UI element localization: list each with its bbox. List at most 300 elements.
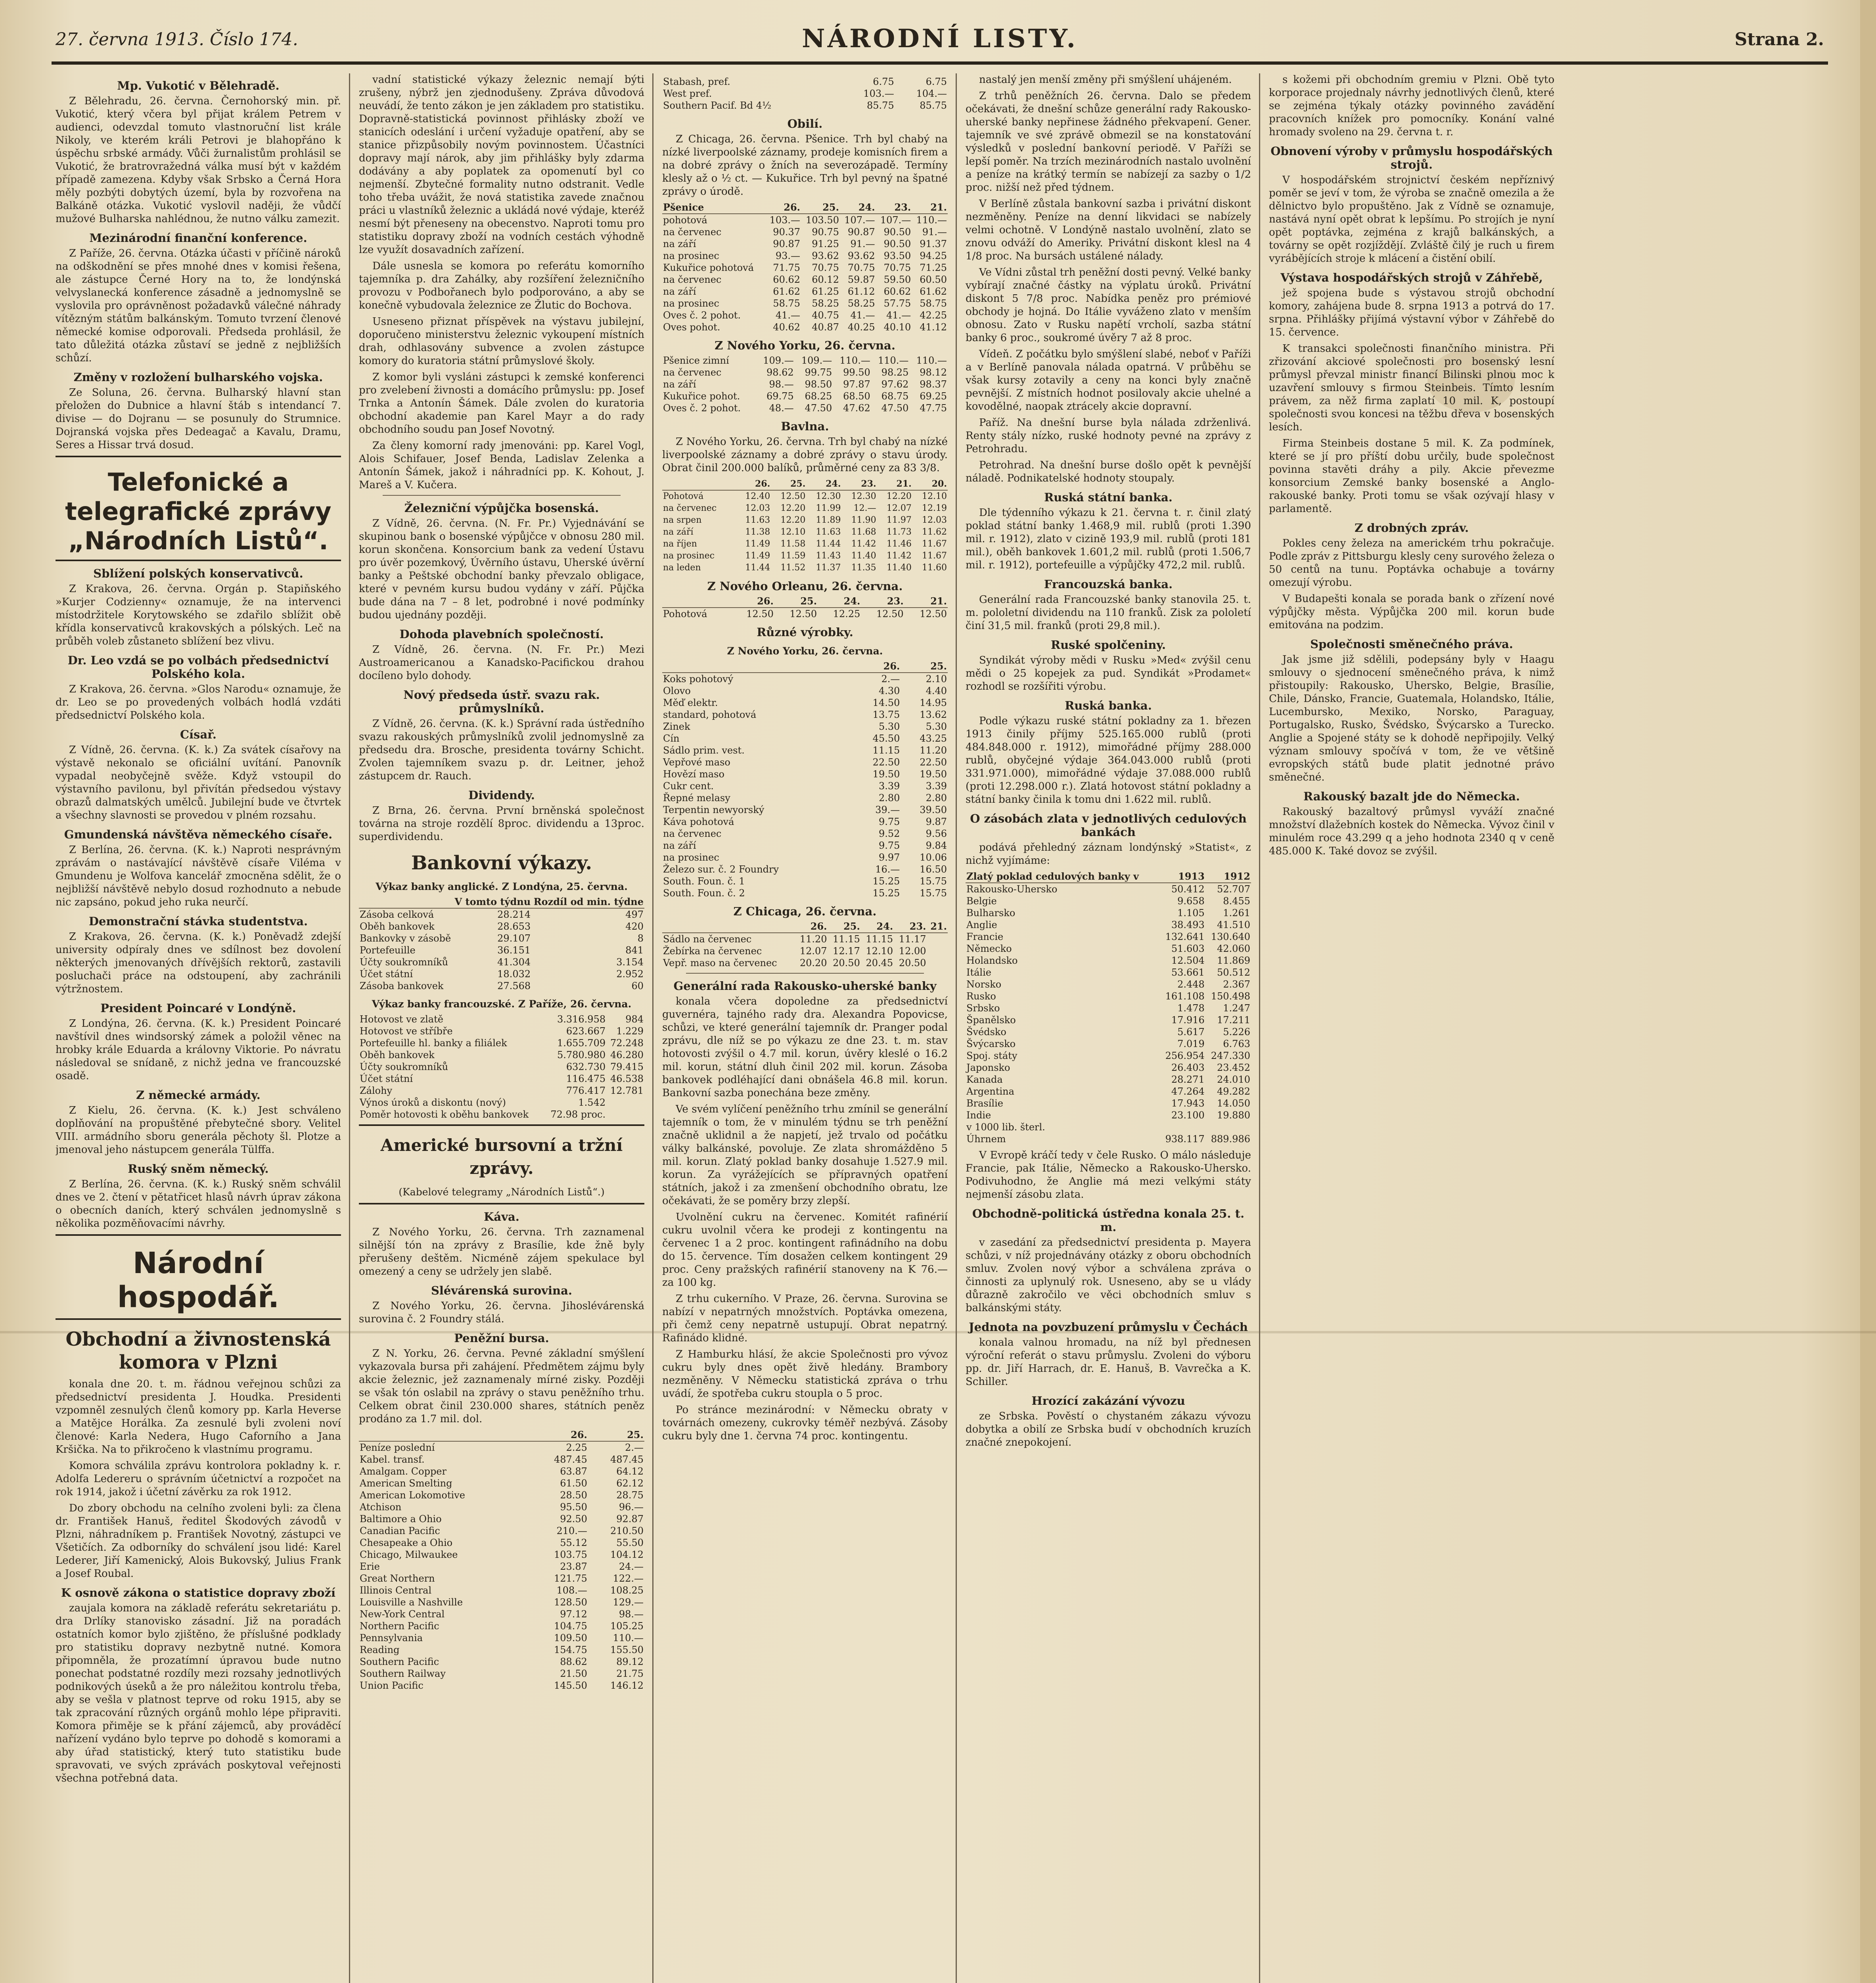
- cell-value: 110.—: [613, 1632, 644, 1644]
- cell-value: 22.50: [920, 757, 947, 768]
- table-row: [662, 502, 948, 514]
- cell-value: 420: [625, 921, 644, 932]
- table-row: [359, 1061, 644, 1073]
- row-label: Union Pacific: [360, 1680, 423, 1691]
- article-text: Z trhů peněžních 26. června. Dalo se předem očekávati, že dnešní schůze generální rady Rakousko-uherské banky nepřinese žádného překvapení. Gener. tajemník ve své zprávě obmezil se na konstatování výsledků v poslední bankovní periodě. V Paříži se lepší poměr. Na trzích mezinárodních nastalo uvolnění a peníze na krátký termín se nabízejí za sazby o 1/2 proc. nižší než před týdnem.: [966, 90, 1251, 194]
- article-heading: Z Chicaga, 26. června.: [733, 905, 877, 918]
- table-row: [966, 919, 1251, 931]
- article-text: ze Srbska. Pověstí o chystaném zákazu vývozu dobytka a obilí ze Srbska budí v obchodních kruzích značné znepokojení.: [966, 1410, 1251, 1448]
- cell-value: 15.75: [920, 876, 947, 887]
- article-heading: Mp. Vukotić v Bělehradě.: [117, 79, 280, 92]
- cell-value: 91.—: [922, 226, 947, 238]
- article-text: Z Vídně, 26. června. (N. Fr. Pr.) Mezi Austroamericanou a Kanadsko-Pacifickou drahou docíleno bylo dohody.: [359, 644, 644, 682]
- table-row: [966, 931, 1251, 943]
- cell-value: 104.75: [554, 1621, 587, 1632]
- table-row: [662, 355, 948, 366]
- cell-value: 11.68: [851, 527, 876, 537]
- row-label: na září: [663, 379, 696, 390]
- cell-value: 91.—: [850, 238, 875, 249]
- cotton-orleans-table: [662, 595, 948, 620]
- cell-value: 68.75: [881, 391, 909, 402]
- cell-value: 110.—: [839, 355, 870, 366]
- table-row: [966, 1133, 1251, 1145]
- row-label: Bulharsko: [966, 907, 1016, 919]
- cell-value: 155.50: [610, 1644, 644, 1655]
- cell-value: 3.39: [878, 781, 900, 792]
- column-divider: [1259, 73, 1260, 1983]
- article-text: K transakci společnosti finančního ministra. Při zřizování akciové společnosti pro bosenský lesní průmysl převzal ministr financí Bilinski plnou moc k uzavření smlouvy s firmou Steinbeis. Tímto lesním právem, za něž firma zaplatí 10 mil. K, postoupí společnosti svou koncesi na těžbu dřeva v bosenských lesích.: [1269, 343, 1554, 433]
- row-label: Sádlo prim. vest.: [663, 745, 745, 756]
- row-label: Japonsko: [966, 1062, 1010, 1073]
- row-label: na červenec: [663, 367, 722, 378]
- cell-value: 49.282: [1217, 1086, 1250, 1097]
- table-header-row: [662, 660, 948, 673]
- column-3: [662, 73, 948, 1983]
- cell-value: 11.40: [886, 563, 912, 573]
- article-heading: Dohoda plavebních společností.: [399, 627, 604, 641]
- row-label: Canadian Pacific: [360, 1525, 440, 1536]
- table-row: [662, 957, 948, 969]
- article-heading: Nový předseda ústř. svazu rak. průmyslníků.: [403, 688, 600, 715]
- row-label: Indie: [966, 1110, 991, 1121]
- table-header-row: [662, 201, 948, 214]
- table-header-row: [359, 1429, 644, 1441]
- cell-value: 11.58: [780, 539, 806, 549]
- cell-value: 12.30: [851, 491, 876, 501]
- cell-value: 11.73: [886, 527, 912, 537]
- row-label: na leden: [663, 563, 701, 573]
- table-row: [662, 88, 948, 100]
- row-label: Reading: [360, 1644, 400, 1655]
- cell-value: 63.87: [560, 1466, 587, 1477]
- cell-value: 39.50: [920, 804, 947, 815]
- cell-value: 25.: [801, 201, 840, 214]
- cell-value: 12.781: [610, 1085, 644, 1096]
- article-text: Z Nového Yorku, 26. června. Trh byl chabý na nízké liverpoolské záznamy a dobré zprávy o stavu úrody. Obrat činil 200.000 balíků, průměrné ceny za 83 3/8.: [662, 436, 948, 474]
- cell-value: 150.498: [1211, 991, 1250, 1002]
- cell-value: 2.80: [926, 792, 947, 804]
- cell-value: 26.: [795, 921, 828, 933]
- cell-value: 89.12: [616, 1656, 644, 1667]
- row-label: Německo: [966, 943, 1012, 954]
- column-divider: [349, 73, 350, 1983]
- cell-value: 79.415: [610, 1061, 644, 1072]
- row-label: Southern Pacific: [360, 1656, 439, 1667]
- cell-value: 11.90: [851, 515, 876, 525]
- table-row: [966, 967, 1251, 978]
- table-row: [359, 1097, 644, 1108]
- cell-value: 11.15: [833, 934, 860, 945]
- table-row: [359, 908, 644, 921]
- table-row: [359, 1584, 644, 1596]
- table-row: [662, 887, 948, 899]
- article-text: Z Nového Yorku, 26. června. Jihoslévárenská surovina č. 2 Foundry stálá.: [359, 1300, 644, 1325]
- cell-value: 10.06: [920, 852, 947, 863]
- article-heading: Obchodní a živnostenská komora v Plzni: [65, 1328, 331, 1373]
- article-text: Z Berlína, 26. června. (K. k.) Naproti nesprávným zprávám o nastávající návštěvě císaře Viléma v Gmundenu je Wolfova kancelář zmocněna sdělit, že o nejbližší návštěvě nebylo dosud rozhodnuto a nebude nic zapsáno, pokud jeho ruka neurčí.: [56, 844, 341, 908]
- cell-value: 108.—: [556, 1585, 587, 1596]
- cell-value: 71.25: [920, 262, 947, 273]
- article-heading: Z drobných zpráv.: [1354, 521, 1469, 535]
- cell-value: 23.: [861, 595, 904, 608]
- cell-value: 18.032: [497, 968, 531, 980]
- cell-value: 40.10: [883, 322, 911, 333]
- row-label: Pohotová: [663, 608, 707, 619]
- cell-value: 41.510: [1217, 919, 1250, 930]
- cell-value: 2.10: [926, 673, 947, 685]
- cell-value: 40.62: [773, 322, 801, 333]
- cell-value: 12.50: [789, 608, 817, 619]
- cell-value: 3.316.958: [557, 1014, 606, 1025]
- table-row: [966, 978, 1251, 990]
- table-row: [966, 955, 1251, 967]
- cell-value: 97.62: [881, 379, 909, 390]
- table-row: [662, 286, 948, 297]
- article-text: Z Vídně, 26. června. (K. k.) Za svátek císařovy na výstavě nekonalo se oficiální uvítání. Panovník vypadal neobyčejně svěže. Když vstoupil do výstavního pavilonu, byl přivítán předsedou výstavy obrazů dalmatských umělců. Jubilejní bude ve čtvrtek a všechny slavnosti se provedou v plném rozsahu.: [56, 744, 341, 821]
- cell-value: 27.568: [497, 980, 531, 992]
- table-row: [662, 744, 948, 756]
- table-row: [662, 402, 948, 414]
- table-row: [966, 1038, 1251, 1050]
- cell-value: 161.108: [1165, 991, 1205, 1002]
- cell-value: 12.20: [886, 491, 912, 501]
- article-heading: Ruský sněm německý.: [128, 1162, 269, 1176]
- row-label: na červenec: [663, 226, 722, 238]
- section-heading-telegraph: Telefonické a telegrafické zprávy „Národních Listů“.: [65, 468, 332, 555]
- cell-value: 11.42: [886, 551, 912, 561]
- article-heading: Z německé armády.: [136, 1088, 261, 1102]
- cell-value: 11.44: [745, 563, 770, 573]
- row-label: standard, pohotová: [663, 709, 757, 720]
- cell-value: 68.50: [843, 391, 870, 402]
- table-row: [359, 980, 644, 992]
- cell-value: 109.—: [801, 355, 832, 366]
- cell-value: 210.50: [610, 1525, 644, 1536]
- cell-value: 45.50: [872, 733, 900, 744]
- cell-value: 11.89: [816, 515, 841, 525]
- row-label: Great Northern: [360, 1573, 435, 1584]
- cell-value: 11.869: [1217, 955, 1250, 966]
- row-label: Sádlo na červenec: [663, 934, 752, 945]
- table-row: [359, 1025, 644, 1037]
- article-heading: Dr. Leo vzdá se po volbách předsednictví Polského kola.: [67, 654, 329, 681]
- cell-value: 71.75: [773, 262, 801, 273]
- cell-value: 46.538: [610, 1073, 644, 1084]
- row-label: Kukuřice pohot.: [663, 391, 740, 402]
- cell-value: 88.62: [560, 1656, 587, 1667]
- cell-value: 11.49: [745, 551, 770, 561]
- article-text: Jak jsme již sdělili, podepsány byly v Haagu smlouvy o sjednocení směnečného práva, k nimž přistoupily: Rakousko, Uhersko, Belgie, Brasílie, Chile, Dánsko, Francie, Guatemala, Holandsko, Itálie, Lucembursko, Mexiko, Norsko, Paraguay, Portugalsko, Rusko, Švédsko, Švýcarsko a Turecko. Anglie a Spojené státy se k dohodě nepřipojily. Velký význam smlouvy spočívá v tom, že ve většině evropských států bude platit jednotné právo směnečné.: [1269, 654, 1554, 783]
- table-header-row: [359, 896, 644, 908]
- row-label: pohotová: [663, 215, 707, 226]
- cell-value: 69.25: [920, 391, 947, 402]
- cell-value: [606, 1097, 644, 1108]
- table-row: [662, 366, 948, 378]
- row-label: [662, 595, 731, 608]
- cell-value: 12.07: [886, 503, 912, 513]
- table-row: [662, 840, 948, 852]
- table-row: [662, 697, 948, 709]
- cell-value: 12.50: [746, 608, 774, 619]
- table-row: [966, 990, 1251, 1002]
- cell-value: 11.52: [780, 563, 806, 573]
- article-text: konala valnou hromadu, na níž byl přednesen výroční referát o stavu průmyslu. Zvoleni do výboru pp. dr. Jiří Harrach, dr. E. Hanuš, B. Vavrečka a K. Schiller.: [966, 1337, 1251, 1388]
- bank-france-table: [359, 1013, 644, 1120]
- article-heading: Francouzská banka.: [1044, 577, 1173, 591]
- row-label: Anglie: [966, 919, 997, 930]
- row-label: Chesapeake a Ohio: [360, 1537, 453, 1548]
- table-row: [359, 1049, 644, 1061]
- table-row: [359, 956, 644, 968]
- table-row: [359, 1549, 644, 1561]
- table-row: [662, 378, 948, 390]
- cell-value: 9.658: [1177, 896, 1205, 907]
- cell-value: [606, 1108, 644, 1120]
- table-row: [662, 828, 948, 840]
- row-label: na říjen: [663, 539, 697, 549]
- cell-value: 90.87: [847, 226, 875, 238]
- gold-reserves-table: [966, 871, 1251, 1145]
- cell-value: 60.12: [812, 274, 839, 285]
- cell-value: 40.25: [847, 322, 875, 333]
- cell-value: 62.12: [616, 1478, 644, 1489]
- article-heading: O zásobách zlata v jednotlivých cedulových bankách: [970, 812, 1247, 839]
- cell-value: 93.50: [883, 250, 911, 261]
- cell-value: 24.: [818, 595, 861, 608]
- cell-value: 122.—: [613, 1573, 644, 1584]
- row-label: Poměr hotovosti k oběhu bankovek: [360, 1109, 529, 1120]
- cell-value: 5.30: [926, 721, 947, 732]
- cell-value: 21.75: [616, 1668, 644, 1679]
- article-text: Vídeň. Z počátku bylo smýšlení slabé, neboť v Paříži a v Berlíně panovala nálada opatrná. V průběhu se však kursy zotavily a ceny na konci byly značně pevnější. Z místních hodnot posilovaly akcie uhelné a kovodělné, naopak ztrácely akcie dopravní.: [966, 348, 1251, 412]
- cell-value: 109.—: [763, 355, 794, 366]
- row-label: na září: [663, 840, 696, 851]
- row-label: Chicago, Milwaukee: [360, 1549, 458, 1560]
- table-row: [662, 608, 948, 620]
- row-label: South. Foun. č. 2: [663, 888, 745, 899]
- cell-value: 1.261: [1223, 907, 1250, 919]
- cell-value: 93.62: [847, 250, 875, 261]
- article-heading: Ruská banka.: [1065, 699, 1152, 712]
- table-row: [966, 1109, 1251, 1121]
- cell-value: 6.75: [926, 76, 947, 87]
- table-row: [359, 1668, 644, 1680]
- row-label: Kanada: [966, 1074, 1003, 1085]
- article-text: Paříž. Na dnešní burse byla nálada zdrženlivá. Renty stály nízko, ruské hodnoty pevné na zprávy z Petrohradu.: [966, 417, 1251, 455]
- article-heading: President Poincaré v Londýně.: [100, 1001, 296, 1015]
- cell-value: 47.62: [843, 403, 870, 414]
- table-row: [966, 1097, 1251, 1109]
- article-heading: Generální rada Rakousko-uherské banky: [673, 979, 937, 993]
- cell-value: 13.75: [872, 709, 900, 720]
- cell-value: 487.45: [610, 1454, 644, 1465]
- row-label: Terpentin newyorský: [663, 804, 765, 815]
- article-text: Dále usnesla se komora po referátu komorního tajemníka p. dra Zahálky, aby rozšíření železničního provozu v Podbořanech bylo podporováno, a aby se konečně vybudovala železnice ze Žlutic do Bochova.: [359, 260, 644, 311]
- table-row: [662, 214, 948, 226]
- article-text: Firma Steinbeis dostane 5 mil. K. Za podmínek, které se jí pro příští dobu určily, bude společnost povinna stavěti dráhy a pily. Akcie převezme konsorcium Zemské banky bosenské a Anglo-rakouské banky. Proti tomu se však ozývají hlasy v parlamentě.: [1269, 437, 1554, 515]
- cell-value: 28.214: [497, 909, 531, 920]
- article-rule: [686, 973, 924, 974]
- cell-value: 92.50: [560, 1513, 587, 1525]
- article-text: Komora schválila zprávu kontrolora pokladny k. r. Adolfa Ledereru o správním účetnictví a rozpočet na rok 1914, jakož i účetní závěrku za rok 1912.: [56, 1460, 341, 1498]
- cell-value: 93.—: [775, 250, 801, 261]
- table-row: [966, 1074, 1251, 1085]
- row-label: Zlatý poklad cedulových banky v: [966, 871, 1160, 883]
- cell-value: 9.87: [926, 816, 947, 827]
- table-row: [359, 1108, 644, 1120]
- cell-value: 2.80: [878, 792, 900, 804]
- table-row: [359, 1608, 644, 1620]
- article-heading: Mezinárodní finanční konference.: [89, 231, 307, 245]
- table-row: [359, 1477, 644, 1489]
- article-heading: Z Nového Yorku, 26. června.: [727, 645, 883, 657]
- row-label: Rakousko-Uhersko: [966, 884, 1058, 895]
- cell-value: 130.640: [1211, 931, 1250, 942]
- table-row: [662, 550, 948, 562]
- cell-value: 41.—: [775, 310, 801, 321]
- row-label: na prosinec: [663, 298, 719, 309]
- cell-value: 5.30: [878, 721, 900, 732]
- cell-value: 58.25: [812, 298, 839, 309]
- cell-value: 2.25: [566, 1442, 587, 1453]
- table-title: Výkaz banky anglické. Z Londýna, 25. června.: [376, 881, 628, 892]
- table-row: [662, 490, 948, 502]
- column-1: [56, 73, 341, 1983]
- row-label: Rusko: [966, 991, 996, 1002]
- cell-value: 12.504: [1171, 955, 1205, 966]
- article-heading: Obnovení výroby v průmyslu hospodářských strojů.: [1270, 144, 1553, 171]
- cell-value: 11.17: [899, 934, 926, 945]
- cell-value: 103.—: [863, 88, 894, 99]
- cell-value: 90.75: [812, 226, 839, 238]
- article-text: Usneseno přiznat příspěvek na výstavu jubilejní, doporučeno ministerstvu železnic vykoupení místních drah, odhlasovány subvence a zvolen zástupce komory do kuratoria státní průmyslové školy.: [359, 316, 644, 367]
- cell-value: 55.12: [560, 1537, 587, 1548]
- article-rule: [383, 495, 621, 496]
- table-row: [662, 768, 948, 780]
- row-label: Srbsko: [966, 1003, 1000, 1014]
- article-text: Po stránce mezinárodní: v Německu obraty v továrnách omezeny, cukrovky téměř nezbývá. Zásoby cukru byly dne 1. června 74 proc. kontingentu.: [662, 1404, 948, 1442]
- cell-value: 121.75: [554, 1573, 587, 1584]
- cell-value: 98.—: [619, 1609, 644, 1620]
- table-row: [359, 1013, 644, 1025]
- cell-value: 98.25: [881, 367, 909, 378]
- cell-value: 11.49: [745, 539, 770, 549]
- row-label: Zásoba celková: [360, 909, 434, 920]
- cell-value: 109.50: [554, 1632, 587, 1644]
- cell-value: 12.50: [780, 491, 806, 501]
- table-row: [662, 562, 948, 574]
- cell-value: 1.105: [1177, 907, 1205, 919]
- article-text: Z Berlína, 26. června. (K. k.) Ruský sněm schválil dnes ve 2. čtení v pětatřicet hlasů návrh úprav zákona o obecních daních, který schválen jednomyslně s několika pozměňovacími návrhy.: [56, 1178, 341, 1229]
- cell-value: 61.12: [847, 286, 875, 297]
- row-label: na září: [663, 238, 696, 249]
- table-row: [662, 100, 948, 111]
- bank-england-table: [359, 896, 644, 992]
- row-label: [662, 921, 795, 933]
- cell-value: 51.603: [1171, 943, 1205, 954]
- article-heading: Demonstrační stávka studentstva.: [88, 915, 308, 928]
- cell-value: 5.780.980: [557, 1049, 606, 1061]
- cell-value: 1912: [1205, 871, 1251, 883]
- article-text: podává přehledný záznam londýnský »Statist«, z nichž vyjímáme:: [966, 842, 1251, 867]
- cell-value: 2.—: [625, 1442, 644, 1453]
- cell-value: 12.17: [833, 945, 860, 957]
- table-row: [966, 883, 1251, 895]
- cell-value: 11.63: [816, 527, 841, 537]
- table-row: [966, 1062, 1251, 1074]
- row-label: na srpen: [663, 515, 702, 525]
- cell-value: 11.59: [780, 551, 806, 561]
- cell-value: 116.475: [566, 1073, 606, 1084]
- cell-value: 98.50: [805, 379, 832, 390]
- article-text: v zasedání za předsednictví presidenta p. Mayera schůzi, v níž projednávány otázky z oboru obchodních smluv. Zvolen nový výbor a schválena zpráva o činnosti za uplynulý rok. Usneseno, aby se u vlády důrazně zakročilo ve věci obchodních smluv s balkánskými státy.: [966, 1237, 1251, 1314]
- cell-value: 2.952: [616, 968, 644, 980]
- page-number: Strana 2.: [1734, 29, 1824, 50]
- table-row: [662, 756, 948, 768]
- cell-value: 26.: [854, 660, 901, 673]
- row-label: Hotovost ve stříbře: [360, 1026, 453, 1037]
- cell-value: 26.: [532, 1429, 588, 1441]
- article-text: Ve svém vylíčení peněžního trhu zmínil se generální tajemník o tom, že v minulém týdnu se trh peněžní značně uklidnil a že napjetí, jež trvalo od počátku války balkánské, povoluje. Ze zlata shromážděno 5 mil. korun. Zlatý poklad banky dosahuje 1.527.9 mil. korun. Za vyrážejících se přípravných opatření státních, jakož i za zmenšení obchodního obratu, lze očekávati, že se poměry brzy zlepší.: [662, 1103, 948, 1207]
- row-label: Kukuřice pohotová: [663, 262, 754, 273]
- cell-value: 108.25: [610, 1585, 644, 1596]
- cell-value: 96.—: [619, 1502, 644, 1513]
- article-text: Za členy komorní rady jmenováni: pp. Karel Vogl, Alois Schifauer, Josef Benda, Ladislav Zelenka a Antonín Šámek, jakož i náhradníci pp. K. Kohout, J. Mareš a V. Kučera.: [359, 440, 644, 491]
- row-label: Peníze poslední: [360, 1442, 435, 1453]
- article-text: zaujala komora na základě referátu sekretariátu p. dra Drlíky stanovisko zásadní. Již na poradách ostatních komor bylo zjištěno, že příslušné podklady pro statistiku dopravy nezbytně nutné. Komora připomněla, že prozatímní úpravou bude nutno ponechat podstatné rozdíly mezi rozsahy jednotlivých podnikových úseků a že pro náležitou kontrolu třeba, aby se vešla v platnost teprve od roku 1915, aby se tak zpracování různých orgánů mohlo lépe připraviti. Komora přiměje se k přání zájemců, aby prováděcí nařízení vydáno bylo teprve po dohodě s komorami a aby úřad statistický, který tuto statistiku bude spravovati, ve svých zprávách poskytoval veřejnosti všechna potřebná data.: [56, 1602, 341, 1784]
- table-row: [966, 895, 1251, 907]
- article-text: Z Vídně, 26. června. (N. Fr. Pr.) Vyjednávání se skupinou bank o bosenské výpůjčce v obnosu 280 mil. korun skončena. Konsorcium bank za vedení Ústavu pro úvěr pozemkový, Úvěrního ústavu, Uherské úvěrní banky a Peštské obchodní banky převzalo obligace, které v pevném kursu budou vydány v září. Půjčka bude dána na 7 – 8 let, podrobné i nové podmínky budou ujednány později.: [359, 518, 644, 621]
- table-row: [359, 1620, 644, 1632]
- cell-value: 110.—: [916, 355, 947, 366]
- row-label: Amalgam. Copper: [360, 1466, 446, 1477]
- article-heading: Z Nového Orleanu, 26. června.: [707, 579, 903, 593]
- table-row: [966, 1014, 1251, 1026]
- article-heading: Železniční výpůjčka bosenská.: [404, 501, 599, 515]
- cell-value: 12.00: [899, 945, 926, 957]
- cell-value: 15.25: [872, 888, 900, 899]
- article-text: Z Londýna, 26. června. (K. k.) President Poincaré navštívil dnes windsorský zámek a položil věnec na hrobky krále Eduarda a královny Viktorie. Po návratu následoval se snídaně, z nichž jedna ve francouzské osadě.: [56, 1018, 341, 1082]
- row-label: New-York Central: [360, 1609, 445, 1620]
- table-row: [662, 673, 948, 685]
- cell-value: 11.43: [816, 551, 841, 561]
- article-heading: Z Nového Yorku, 26. června.: [715, 339, 895, 352]
- cell-value: 91.25: [812, 238, 839, 249]
- article-text: Z komor byli vysláni zástupci k zemské konferenci pro zvelebení živnosti a domácího průmyslu: pp. Josef Trnka a Antonín Šámek. Dále zvolen do kuratoria obchodní akademie pan Karel Mayr a do rady obchodního soudu pan Josef Novotný.: [359, 371, 644, 435]
- cell-value: 984: [625, 1014, 644, 1025]
- cell-value: 16.—: [875, 864, 900, 875]
- table-row: [966, 943, 1251, 955]
- cell-value: 55.50: [616, 1537, 644, 1548]
- table-row: [359, 1037, 644, 1049]
- table-row: [662, 274, 948, 286]
- row-label: Baltimore a Ohio: [360, 1513, 442, 1525]
- column-4: [966, 73, 1251, 1983]
- article-text: Pokles ceny železa na americkém trhu pokračuje. Podle zpráv z Pittsburgu klesly ceny surového železa o 50 centů na tunu. Poptávka ochabuje a továrny omezují výrobu.: [1269, 537, 1554, 589]
- cell-value: 28.271: [1171, 1074, 1205, 1085]
- cell-value: 841: [625, 945, 644, 956]
- row-label: Stabash, pref.: [663, 76, 730, 87]
- cell-value: 497: [625, 909, 644, 920]
- article-heading: Jednota na povzbuzení průmyslu v Čechách: [968, 1320, 1248, 1334]
- cell-value: 41.—: [886, 310, 911, 321]
- cell-value: 146.12: [610, 1680, 644, 1691]
- cell-value: 47.75: [920, 403, 947, 414]
- row-label: Účty soukromníků: [360, 957, 448, 968]
- cell-value: 90.50: [883, 226, 911, 238]
- cell-value: 632.730: [566, 1061, 606, 1072]
- table-row: [359, 921, 644, 932]
